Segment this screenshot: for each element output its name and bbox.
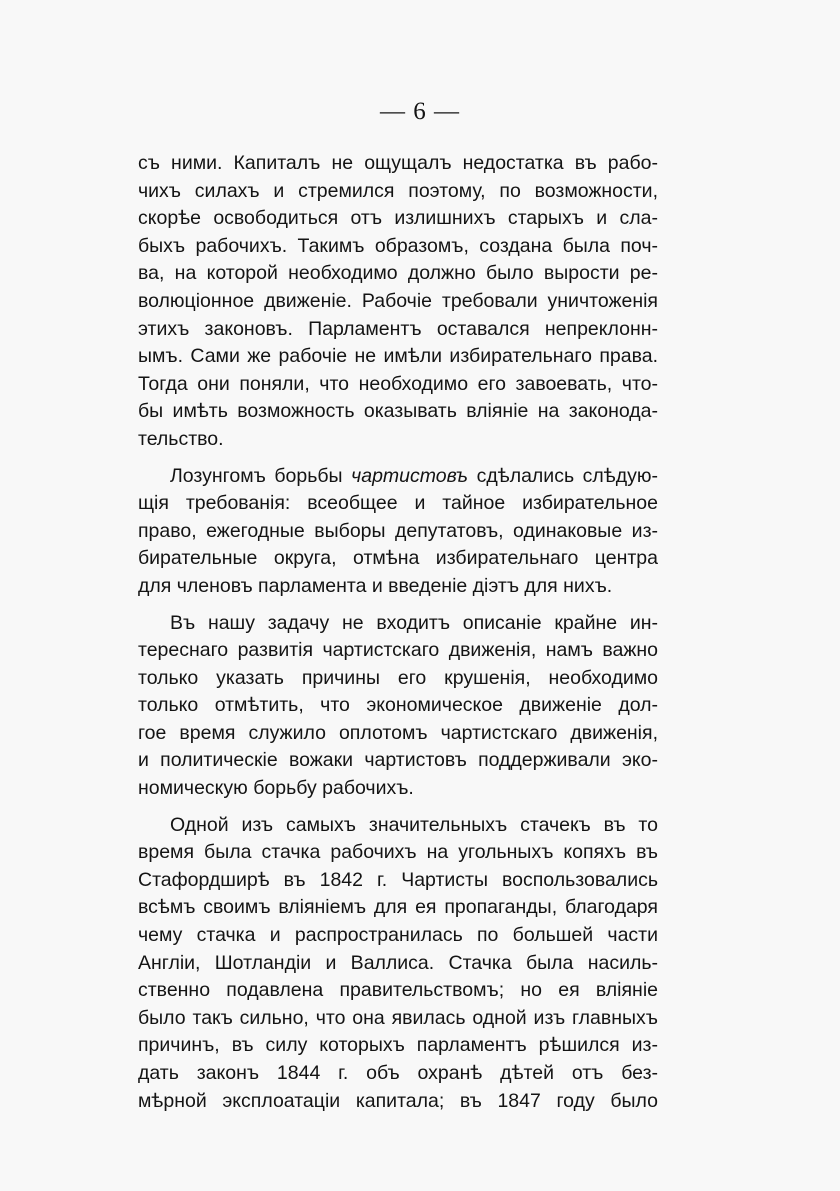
text-line: ва, на которой необходимо должно было вырости ре-: [138, 262, 658, 285]
text-line: Англіи, Шотландіи и Валлиса. Стачка была насиль-: [138, 951, 658, 974]
text-line: волюціонное движеніе. Рабочіе требовали уничтоженія: [138, 289, 658, 312]
emphasis-chartists: чартистовъ: [351, 464, 469, 487]
paragraph-3: [138, 610, 658, 803]
text-line: Одной изъ самыхъ значительныхъ стачекъ въ то: [170, 813, 658, 836]
text-line: бы имѣть возможность оказывать вліяніе на законода-: [138, 400, 658, 423]
text-line: съ ними. Капиталъ не ощущалъ недостатка въ рабо-: [138, 152, 658, 174]
text-run: сдѣлались слѣдую-: [468, 464, 658, 487]
text-line: этихъ законовъ. Парламентъ оставался непреклонн-: [138, 317, 658, 340]
text-line: гое время служило оплотомъ чартистскаго движенія,: [138, 721, 658, 744]
text-line: ымъ. Сами же рабочіе не имѣли избирательнаго права.: [138, 345, 658, 368]
text-line: время была стачка рабочихъ на угольныхъ копяхъ въ: [138, 841, 658, 864]
text-line: тереснаго развитія чартистскаго движенія, намъ важно: [138, 639, 658, 662]
text-line: только указать причины его крушенія, необходимо: [138, 666, 658, 689]
text-line: чихъ силахъ и стремился поэтому, по возможности,: [138, 179, 658, 202]
paragraph-4: [138, 812, 658, 1116]
text-line: для членовъ парламента и введеніе діэтъ для нихъ.: [138, 574, 613, 597]
text-line: ственно подавлена правительствомъ; но ея вліяніе: [138, 979, 658, 1002]
text-line: [138, 463, 658, 491]
text-line: причинъ, въ силу которыхъ парламентъ рѣшился из-: [138, 1034, 658, 1057]
paragraph-2: [138, 463, 658, 601]
text-run: Лозунгомъ борьбы: [170, 464, 352, 487]
text-line: Тогда они поняли, что необходимо его завоевать, что-: [138, 372, 658, 395]
text-line: чему стачка и распространилась по большей части: [138, 924, 658, 947]
text-line: щія требованія: всеобщее и тайное избирательное: [138, 492, 658, 515]
text-line: только отмѣтить, что экономическое движеніе дол-: [138, 694, 658, 717]
text-line: всѣмъ своимъ вліяніемъ для ея пропаганды, благодаря: [138, 896, 658, 919]
page-number: — 6 —: [380, 98, 460, 125]
text-line: право, ежегодные выборы депутатовъ, одинаковые из-: [138, 519, 658, 542]
body-text: [138, 150, 658, 1124]
text-line: Стафордширѣ въ 1842 г. Чартисты воспользовались: [138, 868, 658, 891]
text-line: и политическіе вожаки чартистовъ поддерживали эко-: [138, 749, 658, 772]
text-line: быхъ рабочихъ. Такимъ образомъ, создана была поч-: [138, 234, 658, 257]
text-line: бирательные округа, отмѣна избирательнаго центра: [138, 547, 658, 570]
text-line: номическую борьбу рабочихъ.: [138, 777, 414, 800]
paragraph-1: [138, 150, 658, 454]
text-line: дать законъ 1844 г. объ охранѣ дѣтей отъ без-: [138, 1062, 658, 1084]
text-line: мѣрной эксплоатаціи капитала; въ 1847 году было: [138, 1089, 658, 1112]
text-line: тельство.: [138, 427, 224, 450]
text-line: Въ нашу задачу не входитъ описаніе крайне ин-: [170, 611, 658, 634]
text-line: скорѣе освободиться отъ излишнихъ старыхъ и сла-: [138, 207, 658, 230]
text-line: было такъ сильно, что она явилась одной изъ главныхъ: [138, 1006, 658, 1029]
